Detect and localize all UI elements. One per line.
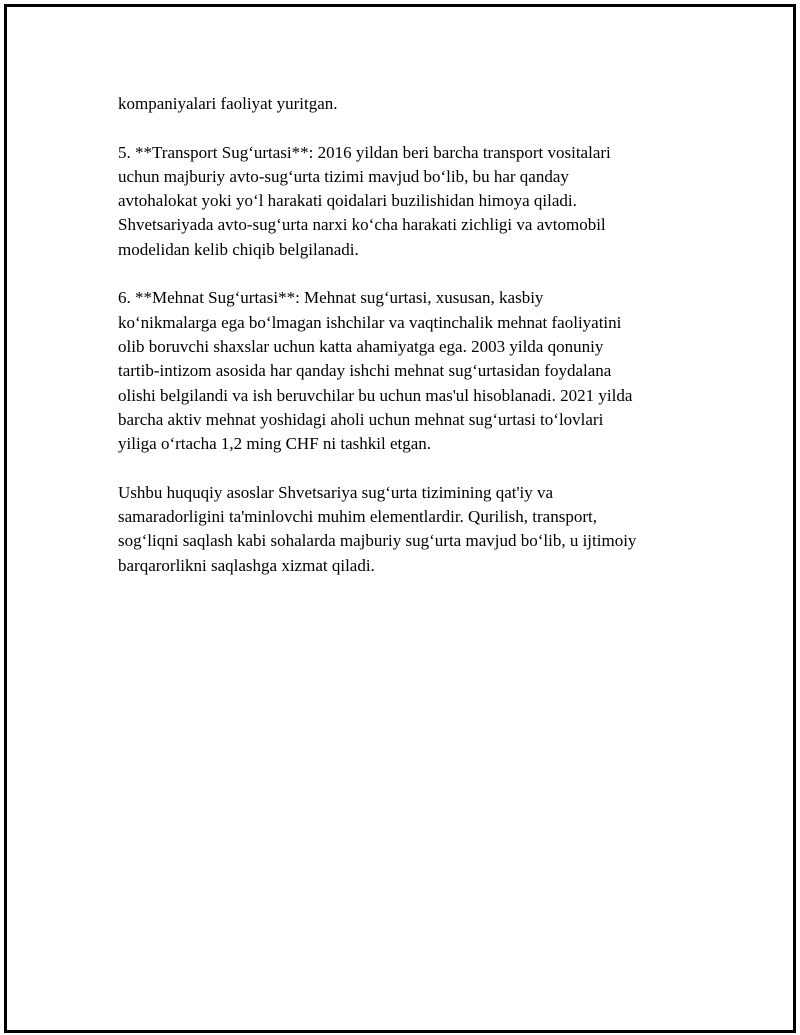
- text-line: Ushbu huquqiy asoslar Shvetsariya sug‘urta tizimining qat'iy va: [118, 482, 554, 502]
- text-line: olib boruvchi shaxslar uchun katta ahamiyatga ega. 2003 yilda qonuniy: [118, 336, 604, 356]
- paragraph-transport-insurance: [118, 141, 688, 262]
- text-line: uchun majburiy avto-sug‘urta tizimi mavjud bo‘lib, bu har qanday: [118, 166, 569, 186]
- text-line: Shvetsariyada avto-sug‘urta narxi ko‘cha harakati zichligi va avtomobil: [118, 215, 606, 235]
- text-line: barqarorlikni saqlashga xizmat qiladi.: [118, 555, 375, 575]
- text-line: 6. **Mehnat Sug‘urtasi**: Mehnat sug‘urtasi, xususan, kasbiy: [118, 288, 544, 308]
- text-line: olishi belgilandi va ish beruvchilar bu uchun mas'ul hisoblanadi. 2021 yilda: [118, 385, 633, 405]
- text-line: sog‘liqni saqlash kabi sohalarda majburiy sug‘urta mavjud bo‘lib, u ijtimoiy: [118, 531, 637, 551]
- paragraph-conclusion: [118, 481, 688, 578]
- text-line: ko‘nikmalarga ega bo‘lmagan ishchilar va vaqtinchalik mehnat faoliyatini: [118, 312, 622, 332]
- paragraph-continuation: [118, 92, 688, 116]
- paragraph-labor-insurance: [118, 286, 688, 456]
- text-line: modelidan kelib chiqib belgilanadi.: [118, 239, 359, 259]
- document-body: [118, 92, 688, 602]
- text-line: avtohalokat yoki yo‘l harakati qoidalari buzilishidan himoya qiladi.: [118, 191, 577, 211]
- text-line: kompaniyalari faoliyat yuritgan.: [118, 94, 338, 113]
- text-line: samaradorligini ta'minlovchi muhim elementlardir. Qurilish, transport,: [118, 507, 597, 527]
- text-line: tartib-intizom asosida har qanday ishchi mehnat sug‘urtasidan foydalana: [118, 361, 612, 381]
- text-line: 5. **Transport Sug‘urtasi**: 2016 yildan beri barcha transport vositalari: [118, 142, 611, 162]
- text-line: barcha aktiv mehnat yoshidagi aholi uchun mehnat sug‘urtasi to‘lovlari: [118, 409, 604, 429]
- text-line: yiliga o‘rtacha 1,2 ming CHF ni tashkil etgan.: [118, 434, 432, 454]
